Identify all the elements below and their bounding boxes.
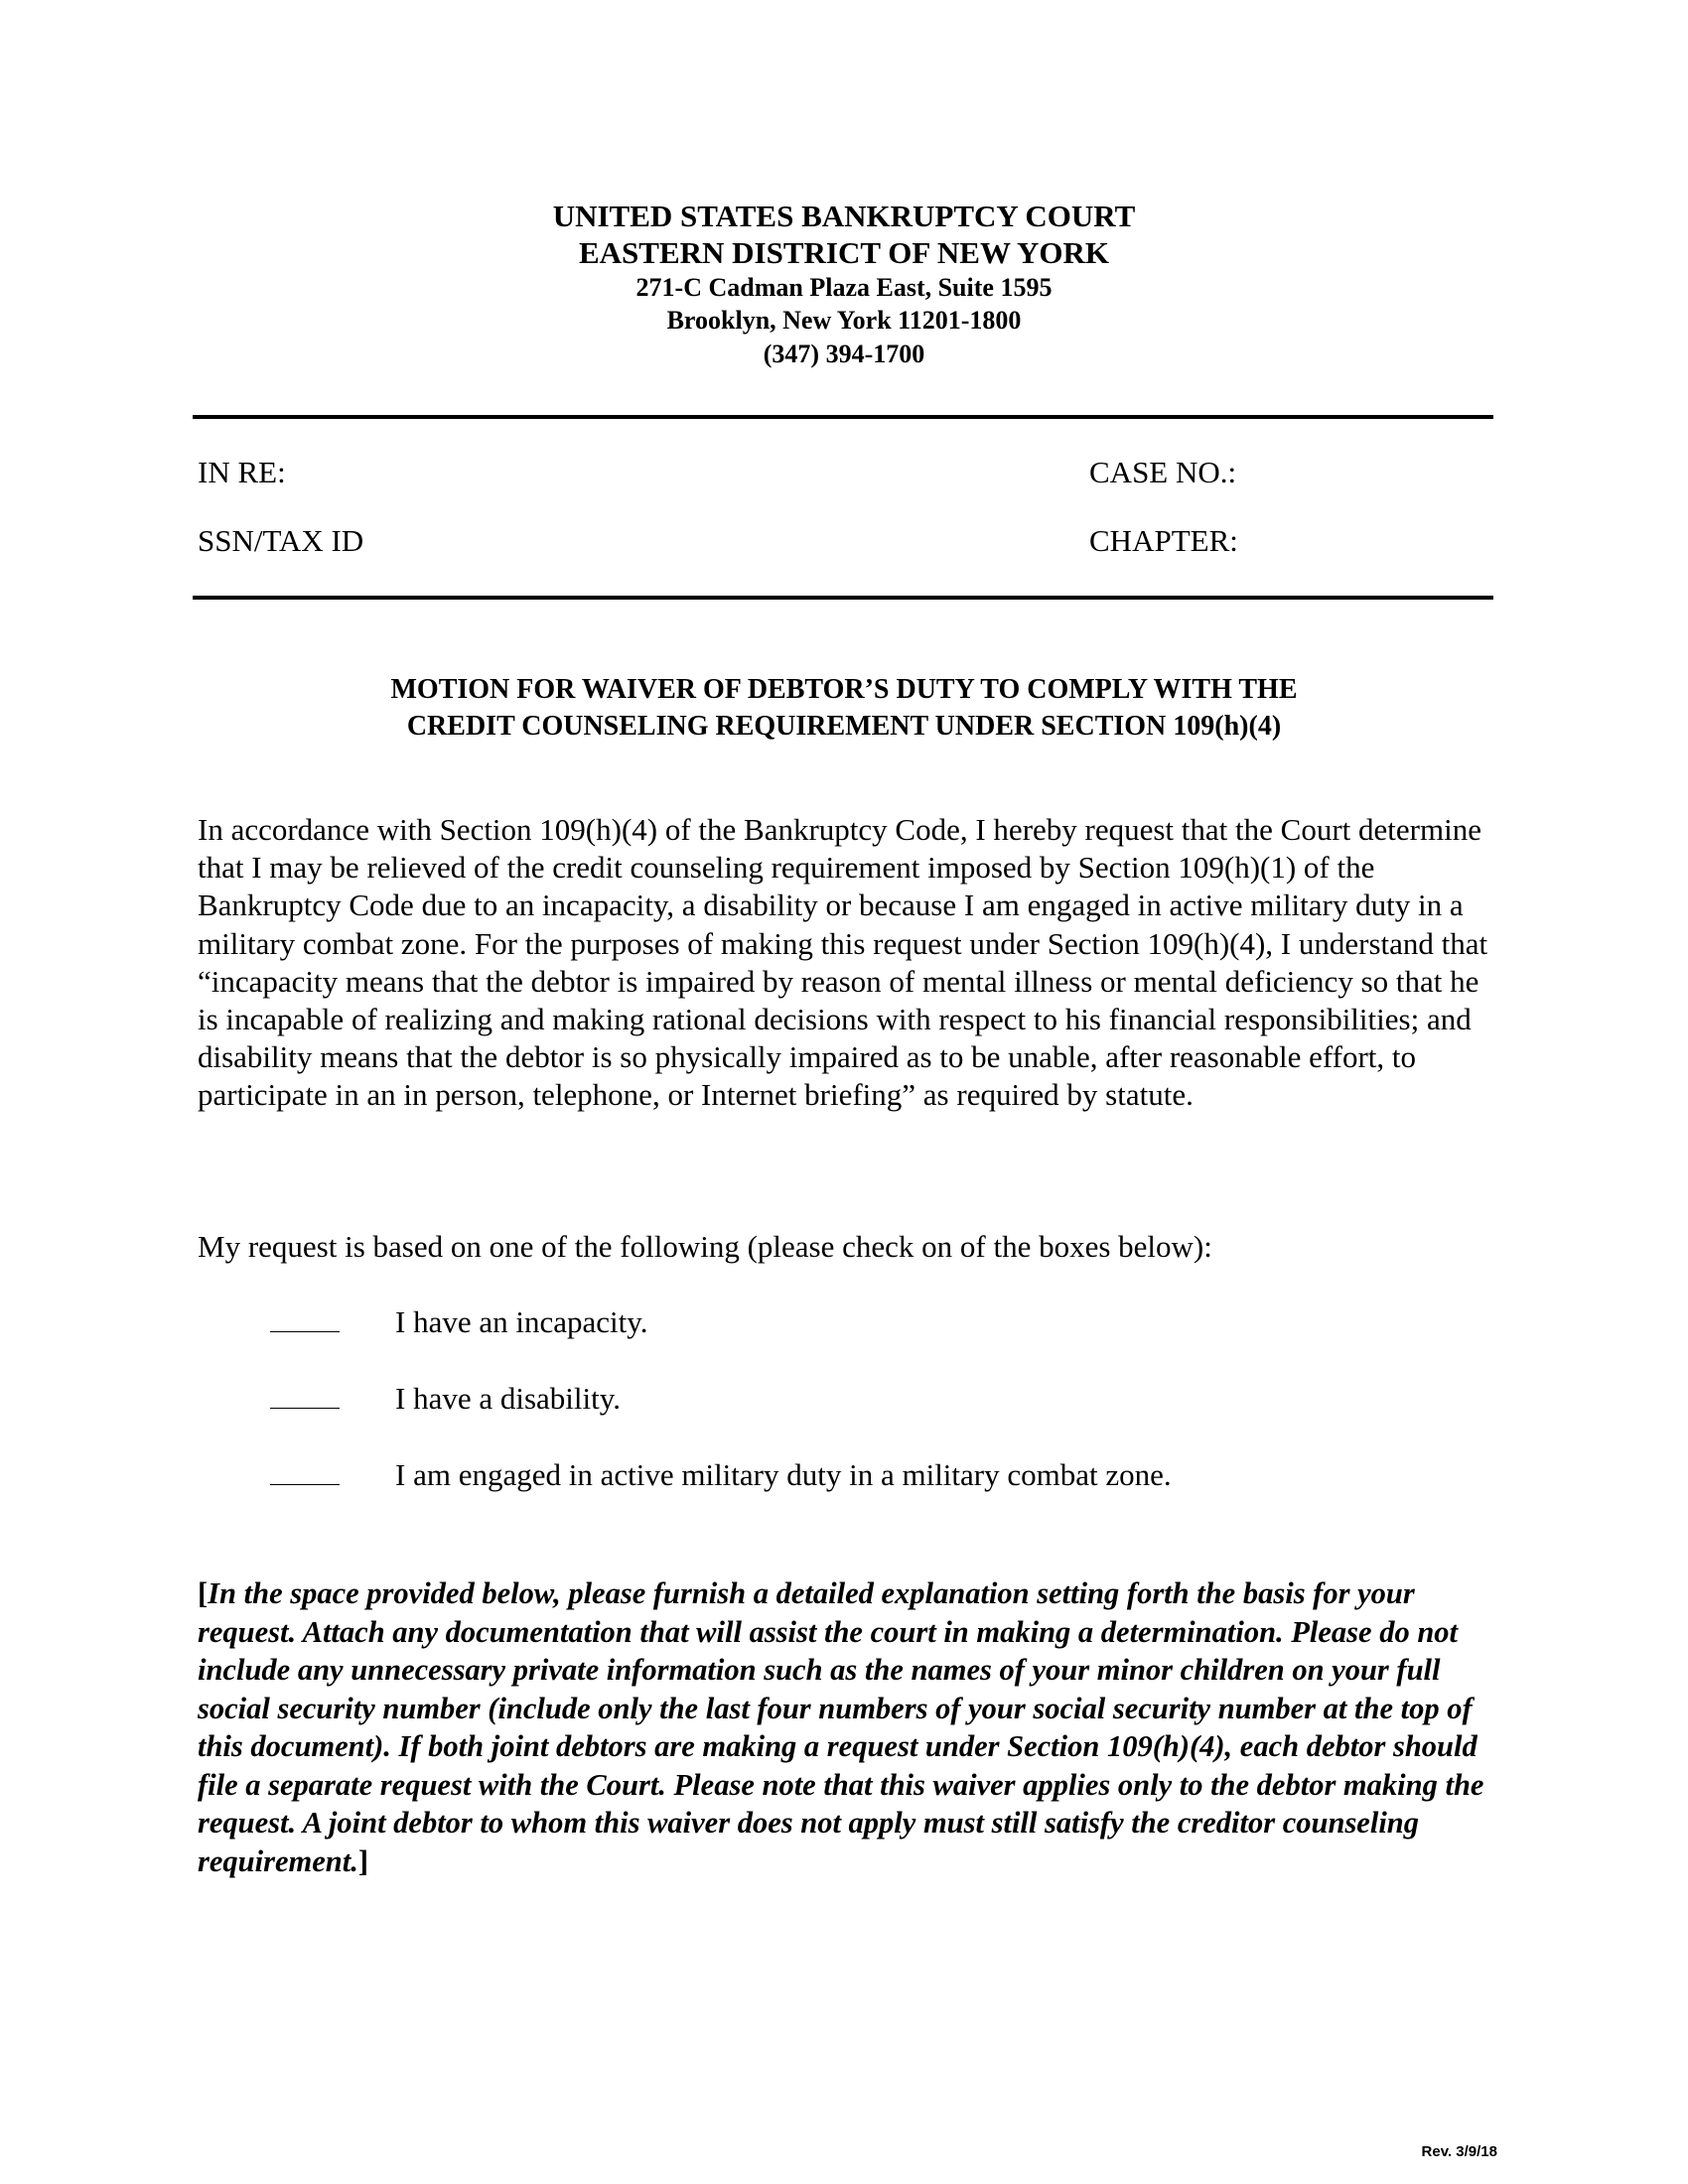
instructions-close-bracket: ] [357, 1843, 368, 1878]
court-address-line1: 271-C Cadman Plaza East, Suite 1595 [635, 273, 1053, 303]
checkbox-blank[interactable] [270, 1303, 340, 1332]
instructions-block [198, 1574, 1498, 1880]
bottom-divider [193, 596, 1493, 600]
motion-title-line2: CREDIT COUNSELING REQUIREMENT UNDER SECTION 109(h)(4) [406, 711, 1282, 743]
option-incapacity[interactable] [270, 1303, 647, 1340]
option-disability[interactable] [270, 1380, 621, 1417]
court-phone: (347) 394-1700 [763, 339, 925, 368]
checkbox-blank[interactable] [270, 1380, 340, 1409]
checkbox-blank[interactable] [270, 1456, 340, 1485]
in-re-label: IN RE: [198, 455, 286, 489]
option-military-duty[interactable] [270, 1456, 1172, 1493]
instructions-open-bracket: [ [198, 1576, 209, 1610]
motion-title [0, 671, 1688, 745]
court-name: UNITED STATES BANKRUPTCY COURT [552, 199, 1136, 233]
motion-title-line1: MOTION FOR WAIVER OF DEBTOR’S DUTY TO COMPLY WITH THE [390, 674, 1298, 705]
chapter-label: CHAPTER: [1089, 523, 1238, 558]
top-divider [193, 415, 1493, 419]
court-header [0, 199, 1688, 370]
option-label: I have a disability. [395, 1381, 621, 1416]
revision-date: Rev. 3/9/18 [1421, 2143, 1497, 2160]
case-no-label: CASE NO.: [1089, 455, 1237, 489]
ssn-tax-id-label: SSN/TAX ID [198, 523, 364, 558]
court-district: EASTERN DISTRICT OF NEW YORK [578, 234, 1109, 270]
motion-paragraph: In accordance with Section 109(h)(4) of the Bankruptcy Code, I hereby request that the Court determine that I may be relieved of the credit counseling requirement imposed by Section 109(h)(1) of the Bankruptcy Code due to an incapacity, a disability or because I am engaged in active military duty in a military combat zone. For the purposes of making this request under Section 109(h)(4), I understand that “incapacity means that the debtor is impaired by reason of mental illness or mental deficiency so that he is incapable of realizing and making rational decisions with respect to his financial responsibilities; and disability means that the debtor is so physically impaired as to be unable, after reasonable effort, to participate in an in person, telephone, or Internet briefing” as required by statute. [198, 812, 1488, 1113]
request-intro: My request is based on one of the following (please check on of the boxes below): [198, 1229, 1212, 1264]
option-label: I am engaged in active military duty in a military combat zone. [395, 1457, 1172, 1492]
option-label: I have an incapacity. [395, 1304, 648, 1339]
instructions-text: In the space provided below, please furnish a detailed explanation setting forth the basis for your request. Attach any documentation that will assist the court in making a determination. Please do not include any unnecessary private information such as the names of your minor children on your full social security number (include only the last four numbers of your social security number at the top of this document). If both joint debtors are making a request under Section 109(h)(4), each debtor should file a separate request with the Court. Please note that this waiver applies only to the debtor making the request. A joint debtor to whom this waiver does not apply must still satisfy the creditor counseling requirement. [198, 1576, 1484, 1878]
court-address-line2: Brooklyn, New York 11201-1800 [666, 306, 1022, 336]
